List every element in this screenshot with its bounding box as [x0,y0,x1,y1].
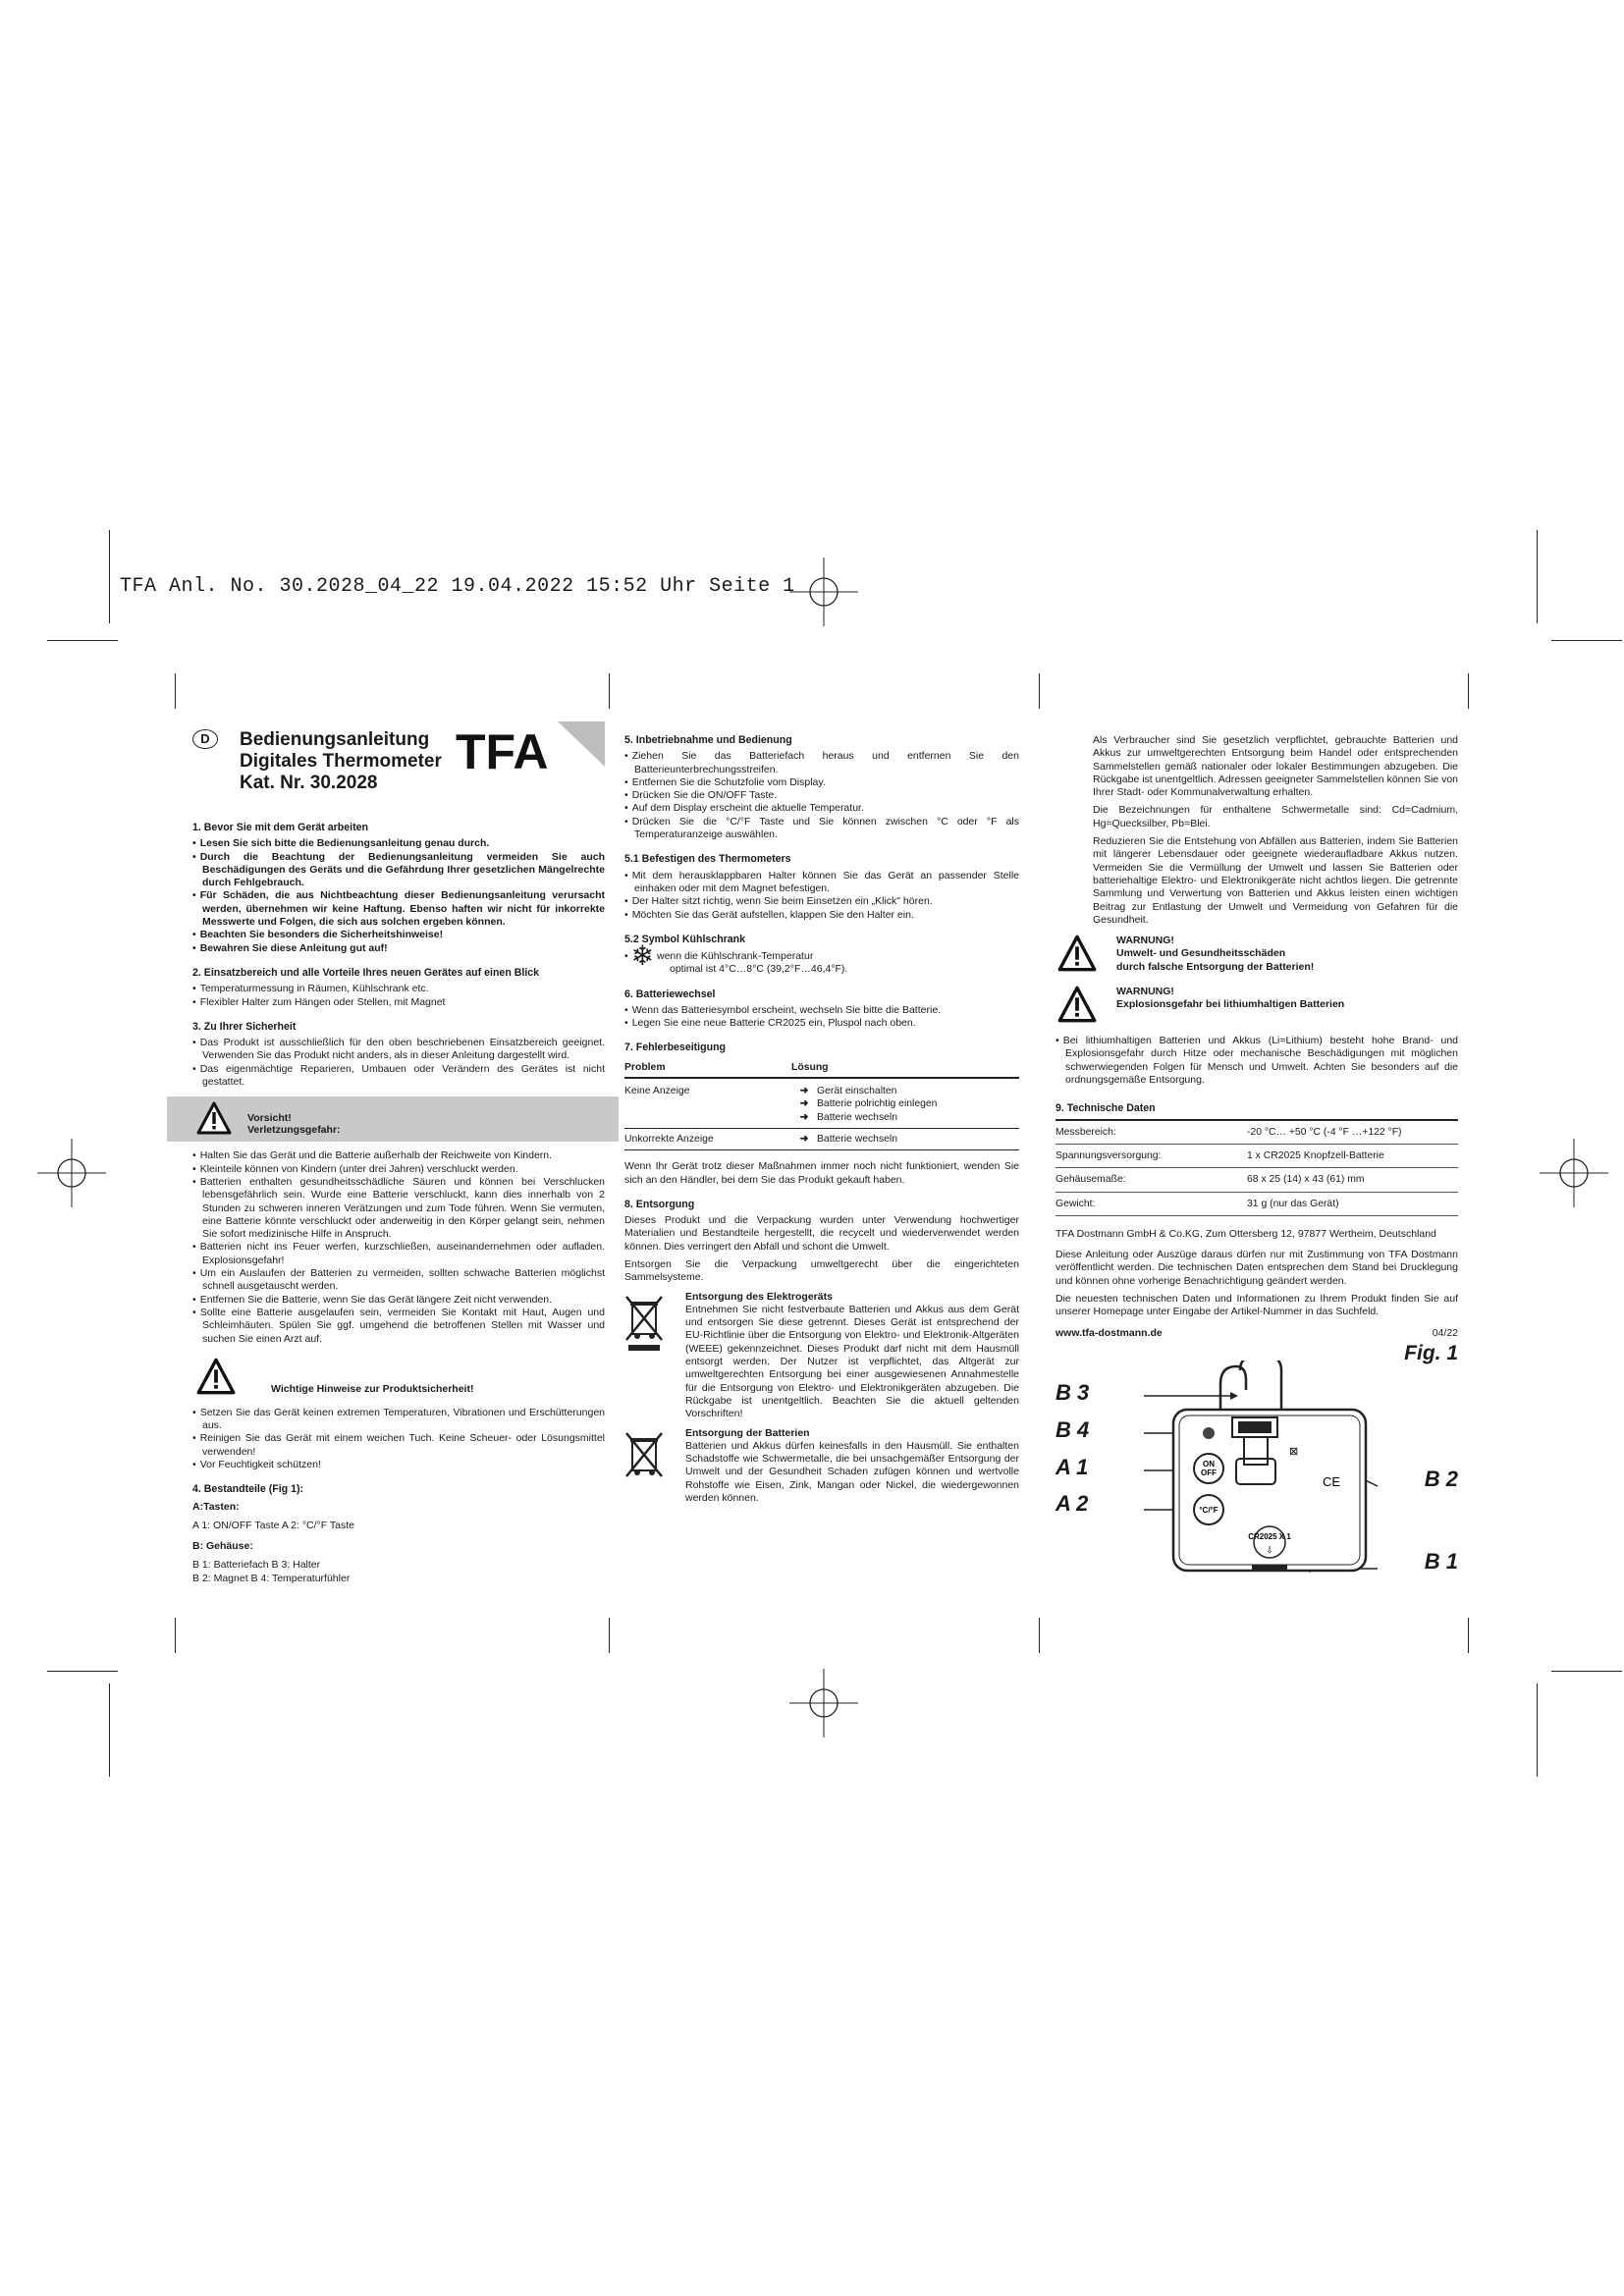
section-2-title: 2. Einsatzbereich und alle Vorteile Ihres neuen Gerätes auf einen Blick [192,966,540,979]
table-header: Lösung [791,1058,1019,1078]
housing-title: B: Gehäuse: [192,1540,253,1553]
list-item: • Lesen Sie sich bitte die Bedienungsanleitung genau durch. [192,837,605,850]
list-item: • Kleinteile können von Kindern (unter drei Jahren) verschluckt werden. [192,1163,605,1176]
document-title: Bedienungsanleitung Digitales Thermometer Kat. Nr. 30.2028 [240,729,442,793]
arrow-right-icon: ➜ [799,1133,809,1145]
list-item: • Batterien nicht ins Feuer werfen, kurzschließen, auseinandernehmen oder aufladen. Explosionsgefahr! [192,1241,605,1267]
section-3-list [192,1037,605,1089]
label-a1: A 1 [1056,1454,1089,1479]
housing-line: B 2: Magnet B 4: Temperaturfühler [192,1572,351,1584]
registration-mark-left [37,1139,106,1207]
caution-text: Vorsicht! Verletzungsgefahr: [247,1112,341,1137]
list-item: • Entfernen Sie die Batterie, wenn Sie das Gerät längere Zeit nicht verwenden. [192,1294,605,1307]
on-button-label: ON [1203,1459,1215,1468]
table-row: Gehäusemaße: 68 x 25 (14) x 43 (61) mm [1056,1168,1458,1192]
section-5-list [624,750,1019,841]
figure-1 [1056,1341,1458,1592]
list-item: • Sollte eine Batterie ausgelaufen sein, vermeiden Sie Kontakt mit Haut, Augen und Schleimhäuten. Spülen Sie ggf. umgehend die betroffenen Stellen mit Wasser und suchen Sie einen Arzt auf. [192,1307,605,1346]
troubleshooting-table [624,1058,1019,1150]
warning-triangle-icon [196,1358,236,1395]
registration-mark-right [1540,1139,1608,1207]
weee-text: Entnehmen Sie nicht festverbaute Batterien und Akkus aus dem Gerät und entsorgen Sie diese getrennt. Dieses Gerät ist entsprechend der EU-Richtlinie über die Entsorgung von Elektro- und Elektronik-Altgeräten (WEEE) gekennzeichnet. Dieses Produkt darf nicht mit dem Hausmüll entsorgt werden. Der Nutzer ist verpflichtet, das Altgerät zur umweltgerechten Entsorgung bei einer ausgewiesenen Annahmestelle für die Entsorgung von Elektro- und Elektronikgeräten abzugeben. Die Rückgabe ist unentgeltlich. Beachten Sie die aktuell geltenden Vorschriften! [685,1303,1019,1420]
printer-slug: TFA Anl. No. 30.2028_04_22 19.04.2022 15:52 Uhr Seite 1 [120,575,795,598]
list-item: • Entfernen Sie die Schutzfolie vom Display. [624,776,1019,789]
warning-environment: WARNUNG! Umwelt- und Gesundheitsschäden durch falsche Entsorgung der Batterien! [1056,934,1458,978]
section-3-title: 3. Zu Ihrer Sicherheit [192,1020,297,1033]
lithium-list [1056,1035,1458,1087]
section-1-title: 1. Bevor Sie mit dem Gerät arbeiten [192,822,368,833]
keys-line: A 1: ON/OFF Taste A 2: °C/°F Taste [192,1519,354,1531]
device-drawing [1114,1361,1409,1586]
weee-section [624,1291,1019,1421]
svg-text:⊠: ⊠ [1289,1445,1299,1458]
version-code: 04/22 [1432,1326,1458,1339]
snowflake-icon: ❄ [630,940,655,972]
section-6-list [624,1004,1019,1031]
language-badge: D [192,729,218,749]
caution-box [167,1096,619,1142]
list-item: • Bei lithiumhaltigen Batterien und Akkus (Li=Lithium) besteht hohe Brand- und Explosionsgefahr durch Hitze oder mechanische Beschädigungen mit möglichen schwerwiegenden Folgen für Mensch und Umwelt. Achten Sie besonders auf die ordnungsgemäße Entsorgung. [1056,1035,1458,1087]
list-item: • Batterien enthalten gesundheitsschädliche Säuren und können bei Verschlucken lebensgefährlich sein. Wurde eine Batterie verschluckt, kann dies innerhalb von 2 Stunden zu schweren inneren Verätzungen und zum Tode führen. Wenn Sie vermuten, eine Batterie könnte verschluckt oder anderweitig in den Körper gelangt sein, nehmen Sie sofort medizinische Hilfe in Anspruch. [192,1176,605,1241]
section-5-1-list [624,870,1019,922]
svg-text:TFA: TFA [456,724,549,774]
legal-text: Diese Anleitung oder Auszüge daraus dürfen nur mit Zustimmung von TFA Dostmann veröffentlicht werden. Die technischen Daten entsprechen dem Stand bei Drucklegung und können ohne vorherige Benachrichtigung geändert werden. [1056,1249,1458,1287]
list-item: • Setzen Sie das Gerät keinen extremen Temperaturen, Vibrationen und Erschütterungen aus. [192,1407,605,1433]
arrow-right-icon: ➜ [799,1086,809,1097]
column-3 [1056,734,1458,1592]
list-item: • Das eigenmächtige Reparieren, Umbauen oder Verändern des Gerätes ist nicht gestattet. [192,1063,605,1090]
warning-triangle-icon [1057,934,1097,972]
section-1-list [192,837,605,955]
list-item: • Flexibler Halter zum Hängen oder Stellen, mit Magnet [192,996,605,1009]
registration-mark-bottom [789,1669,858,1737]
list-item: • Ziehen Sie das Batteriefach heraus und entfernen Sie den Batterieunterbrechungsstreifen. [624,750,1019,776]
arrow-right-icon: ➜ [799,1111,809,1123]
list-item: • Möchten Sie das Gerät aufstellen, klappen Sie den Halter ein. [624,909,1019,922]
section-4-title: 4. Bestandteile (Fig 1): [192,1483,304,1496]
section-9-title: 9. Technische Daten [1056,1102,1156,1115]
paragraph: Als Verbraucher sind Sie gesetzlich verpflichtet, gebrauchte Batterien und Akkus zur umweltgerechten Entsorgung beim Handel oder entsprechenden Sammelstellen gemäß nationaler oder lokaler Bestimmungen abzugeben. Die Rückgabe ist unentgeltlich. Adressen geeigneter Sammelstellen können Sie von Ihrer Stadt- oder Kommunalverwaltung erhalten. [1093,734,1458,799]
svg-text:⇩: ⇩ [1266,1544,1273,1555]
table-row: Gewicht: 31 g (nur das Gerät) [1056,1192,1458,1215]
section-8-title: 8. Entsorgung [624,1198,695,1210]
label-b3: B 3 [1056,1379,1090,1405]
title-block [192,721,605,810]
section-6-title: 6. Batteriewechsel [624,988,716,1000]
paragraph: Die Bezeichnungen für enthaltene Schwermetalle sind: Cd=Cadmium, Hg=Quecksilber, Pb=Blei. [1093,804,1458,829]
list-item: • Auf dem Display erscheint die aktuelle Temperatur. [624,802,1019,815]
list-item: • Mit dem herausklappbaren Halter können Sie das Gerät an passender Stelle einhaken oder mit dem Magnet befestigen. [624,870,1019,896]
list-item: • Drücken Sie die °C/°F Taste und Sie können zwischen °C oder °F als Temperaturanzeige auswählen. [624,816,1019,842]
arrow-right-icon: ➜ [799,1098,809,1110]
section-5-2-title: 5.2 Symbol Kühlschrank [624,933,746,945]
list-item: • Halten Sie das Gerät und die Batterie außerhalb der Reichweite von Kindern. [192,1149,605,1162]
paragraph: Reduzieren Sie die Entstehung von Abfällen aus Batterien, indem Sie Batterien mit längerer Lebensdauer oder geeignete wiederaufladbare Akkus nutzen. Vermeiden Sie die Vermüllung der Umwelt und lassen Sie Batterien oder batteriehaltige Elektro- und Elektronikgeräte nicht achtlos liegen. Die getrennte Sammlung und Verwertung von Batterien und Akkus leisten einen wichtigen Beitrag zur Entlastung der Umwelt und Vermeidung von Gefahren für die Gesundheit. [1093,835,1458,926]
label-b2: B 2 [1424,1466,1458,1491]
weee-title: Entsorgung des Elektrogeräts [685,1290,833,1303]
list-item: • Der Halter sitzt richtig, wenn Sie beim Einsetzen ein „Klick" hören. [624,895,1019,908]
caution-list [192,1149,605,1345]
list-item: • Bewahren Sie diese Anleitung gut auf! [192,942,605,955]
product-safety-list [192,1407,605,1471]
table-row: Spannungsversorgung: 1 x CR2025 Knopfzell-Batterie [1056,1144,1458,1167]
battery-disposal-title: Entsorgung der Batterien [685,1426,810,1439]
label-b1: B 1 [1424,1548,1458,1574]
tfa-logo [448,721,605,774]
svg-text:CE: CE [1323,1473,1341,1489]
list-item: • Beachten Sie besonders die Sicherheitshinweise! [192,929,605,941]
warning-triangle-icon [196,1101,232,1135]
legal-text: Die neuesten technischen Daten und Informationen zu Ihrem Produkt finden Sie auf unserer Homepage unter Eingabe der Artikel-Nummer in das Suchfeld. [1056,1293,1458,1318]
column-2 [624,734,1019,1511]
keys-title: A:Tasten: [192,1500,240,1513]
list-item: • Durch die Beachtung der Bedienungsanleitung vermeiden Sie auch Beschädigungen des Geräts und die Gefährdung Ihrer gesetzlichen Mängelrechte durch Fehlgebrauch. [192,851,605,890]
list-item: • Legen Sie eine neue Batterie CR2025 ein, Pluspol nach oben. [624,1017,1019,1030]
fridge-symbol-range: optimal ist 4°C…8°C (39,2°F…46,4°F). [670,963,848,976]
footer-line [1056,1327,1458,1343]
battery-disposal-section [624,1427,1019,1506]
website-link[interactable]: www.tfa-dostmann.de [1056,1326,1163,1339]
list-item: • Für Schäden, die aus Nichtbeachtung dieser Bedienungsanleitung verursacht werden, übernehmen wir keine Haftung. Ebenso haften wir nicht für inkorrekte Messwerte und Folgen, die sich aus solchen ergeben können. [192,889,605,929]
list-item: • Wenn das Batteriesymbol erscheint, wechseln Sie bitte die Batterie. [624,1004,1019,1017]
section-5-title: 5. Inbetriebnahme und Bedienung [624,734,792,746]
troubleshooting-note: Wenn Ihr Gerät trotz dieser Maßnahmen immer noch nicht funktioniert, wenden Sie sich an den Händler, bei dem Sie das Produkt gekauft haben. [624,1160,1019,1186]
unit-button-label: °C/°F [1199,1505,1218,1515]
battery-label: CR2025 X 1 [1248,1531,1291,1541]
section-2-list [192,983,605,1009]
label-b4: B 4 [1056,1416,1090,1442]
list-item: • Reinigen Sie das Gerät mit einem weichen Tuch. Keine Scheuer- oder Lösungsmittel verwenden! [192,1432,605,1459]
table-row: Messbereich: -20 °C… +50 °C (-4 °F …+122 °F) [1056,1120,1458,1145]
section-5-1-title: 5.1 Befestigen des Thermometers [624,853,791,866]
technical-data-table [1056,1119,1458,1216]
figure-title: Fig. 1 [1404,1341,1458,1364]
section-7-title: 7. Fehlerbeseitigung [624,1041,727,1054]
list-item: • Drücken Sie die ON/OFF Taste. [624,789,1019,802]
list-item: • Um ein Auslaufen der Batterien zu vermeiden, sollten schwache Batterien möglichst schnell ausgetauscht werden. [192,1267,605,1294]
registration-mark-top [789,558,858,626]
crossed-bin-icon [624,1295,664,1352]
company-address: TFA Dostmann GmbH & Co.KG, Zum Ottersberg 12, 97877 Wertheim, Deutschland [1056,1227,1436,1240]
table-row: Keine Anzeige ➜ Gerät einschalten ➜ Batterie polrichtig einlegen ➜ Batterie wechseln [624,1078,1019,1128]
battery-disposal-text: Batterien und Akkus dürfen keinesfalls in den Hausmüll. Sie enthalten Schadstoffe wie Schwermetalle, die bei unsachgemäßer Entsorgung der Umwelt und der Gesundheit Schaden zufügen können und wertvolle Rohstoffe wie Eisen, Zink, Mangan oder Nickel, die wiedergewonnen werden können. [685,1439,1019,1505]
crossed-bin-icon [624,1431,664,1480]
housing-line: B 1: Batteriefach B 3: Halter [192,1559,321,1572]
label-a2: A 2 [1056,1490,1089,1516]
disposal-text: Entsorgen Sie die Verpackung umweltgerecht über die eingerichteten Sammelsysteme. [624,1257,1019,1284]
warning-triangle-icon [1057,986,1097,1023]
disposal-text: Dieses Produkt und die Verpackung wurden unter Verwendung hochwertiger Materialien und Bestandteile hergestellt, die recycelt und wiederverwendet werden können. Dies verringert den Abfall und schont die Umwelt. [624,1214,1019,1253]
fridge-symbol-line: • ❄ wenn die Kühlschrank-Temperatur [624,940,814,972]
table-header: Problem [624,1058,791,1078]
list-item: • Temperaturmessung in Räumen, Kühlschrank etc. [192,983,605,995]
off-button-label: OFF [1201,1468,1217,1477]
column-1 [192,721,605,1585]
warning-lithium: WARNUNG! Explosionsgefahr bei lithiumhaltigen Batterien [1056,986,1458,1029]
list-item: • Vor Feuchtigkeit schützen! [192,1459,605,1471]
table-row: Unkorrekte Anzeige ➜ Batterie wechseln [624,1128,1019,1149]
product-safety-heading: Wichtige Hinweise zur Produktsicherheit! [192,1356,605,1401]
list-item: • Das Produkt ist ausschließlich für den oben beschriebenen Einsatzbereich geeignet. Verwenden Sie das Produkt nicht anders, als in dieser Anleitung dargestellt wird. [192,1037,605,1063]
